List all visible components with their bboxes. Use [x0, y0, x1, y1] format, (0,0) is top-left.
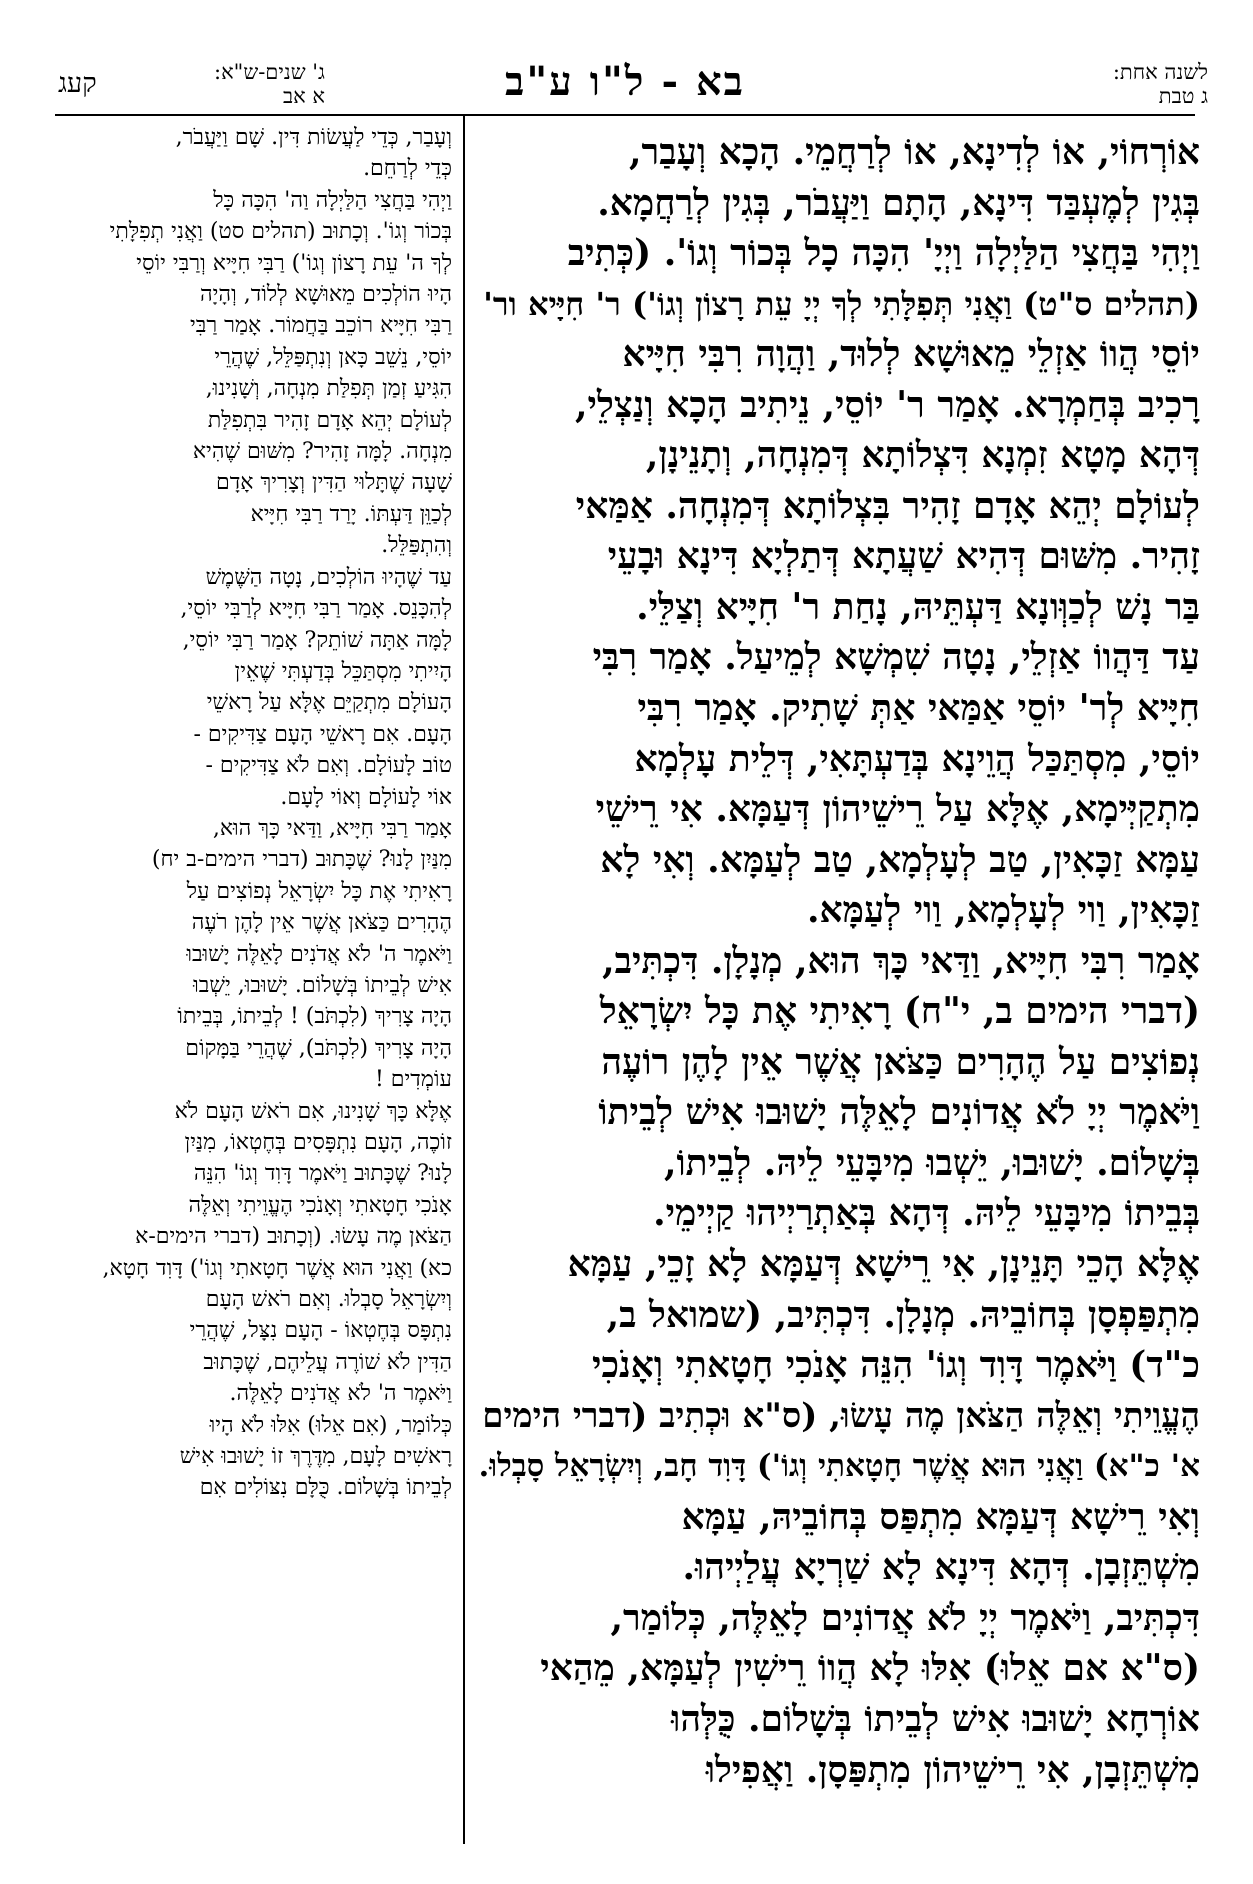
translation-line: וַיְהִי בַּחֲצִי הַלַּיְלָה וַה' הִכָּה כָּל — [213, 187, 452, 213]
translation-line: מִנַּיִן לָנוּ? שֶׁכָּתוּב (דברי הימים-ב יח) — [151, 847, 452, 873]
translation-line: הֶהָרִים כַּצֹּאן אֲשֶׁר אֵין לָהֶן רֹעֶה — [191, 910, 452, 936]
main-text-line: וַיֹּאמֶר יְיָ לֹא אֲדוֹנִים לָאֵלֶּה יָשׁוּבוּ אִישׁ לְבֵיתוֹ — [598, 1091, 1200, 1134]
header-right-line: ג טבת — [1158, 84, 1208, 108]
main-text-line: וְאִי רֵישָׁא דְּעַמָּא מִתְפַּס בְּחוֹבֵיהּ, עַמָּא — [681, 1495, 1200, 1538]
translation-line: לְהִכָּנֵס. אָמַר רַבִּי חִיָּיא לְרַבִּי יוֹסֵי, — [180, 596, 452, 622]
translation-line: וְיִשְׂרָאֵל סָבְלוּ. וְאִם רֹאשׁ הָעָם — [205, 1287, 452, 1313]
translation-line: רָאשִׁים לָעָם, מִדֶּרֶךְ זוֹ יָשׁוּבוּ אִישׁ — [179, 1444, 452, 1470]
translation-line: אוֹי לָעוֹלָם וְאוֹי לָעָם. — [280, 784, 452, 810]
main-text-line: אֶלָּא הָכֵי תָּנֵינָן, אִי רֵישָׁא דְּעַמָּא לָא זָכֵי, עַמָּא — [567, 1243, 1200, 1286]
main-text-line: (דברי הימים ב, י"ח) רָאִיתִי אֶת כָּל יִשְׂרָאֵל — [599, 990, 1200, 1033]
page-number: קעג — [58, 68, 97, 99]
translation-line: לְעוֹלָם יְהֵא אָדָם זָהִיר בִּתְפִלַּת — [207, 407, 452, 433]
main-text-line: (תהלים ס"ט) וַאֲנִי תְּפִלָּתִי לְךָ יְיָ עֵת רָצוֹן וְגוֹ') ר' חִיָּיא ור' — [483, 284, 1200, 323]
translation-line: אָנֹכִי חָטָאתִי וְאָנֹכִי הֶעֱוֵיתִי וְאֵלֶּה — [188, 1192, 452, 1218]
translation-line: וְעָבַר, כְּדֵי לַעֲשׂוֹת דִּין. שָׁם וַיַּעֲבֹר, — [175, 125, 452, 150]
translation-line: הָעָם. אִם רָאשֵׁי הָעָם צַדִּיקִים - — [193, 721, 452, 747]
main-text-line: מִתְפַּפְסָן בְּחוֹבֵיהּ. מְנָלָן. דִּכְתִּיב, (שמואל ב, — [606, 1293, 1200, 1336]
translation-line: וַיֹּאמֶר ה' לֹא אֲדֹנִים לָאֵלֶּה יָשׁוּבוּ — [186, 941, 452, 967]
translation-line: לָנוּ? שֶׁכָּתוּב וַיֹּאמֶר דָּוִד וְגוֹ' הִנֵּה — [193, 1161, 452, 1187]
main-text-line: זַכָּאִין, וַוי לְעָלְמָא, וַוי לְעַמָּא. — [807, 889, 1200, 932]
translation-line: הָיָה צָרִיךְ (לִכְתֹּב) ! לְבֵיתוֹ, בְּבֵיתוֹ — [177, 1004, 452, 1030]
translation-line: הַצֹּאן מֶה עָשׂוּ. (וְכָתוּב (דברי הימים-א — [135, 1224, 452, 1250]
translation-line: אֶלָּא כָּךְ שָׁנִינוּ, אִם רֹאשׁ הָעָם לֹא — [174, 1098, 452, 1124]
main-text-line: יוֹסֵי, מִסְתַּכַּל הֲוֵינָא בְּדַעְתָּאִי, דְּלֵית עָלְמָא — [634, 737, 1200, 780]
main-text-line: חִיָּיא לְר' יוֹסֵי אַמַּאי אַתְּ שָׁתִיק. אָמַר רִבִּי — [637, 687, 1200, 730]
main-text-line: הֶעֱוֵיתִי וְאֵלֶּה הַצֹּאן מֶה עָשׂוּ, (ס"א וּכְתִיב (דברי הימים — [482, 1395, 1200, 1436]
main-text-line: בַּר נָשׁ לְכַוְּונָא דַּעְתֵּיהּ, נָחַת ר' חִיָּיא וְצַלֵּי. — [636, 585, 1200, 628]
main-text-line: עַמָּא זַכָּאִין, טַב לְעָלְמָא, טַב לְעַמָּא. וְאִי לָא — [600, 838, 1200, 881]
page-title: בא - ל"ו ע"ב — [505, 58, 745, 105]
main-text-line: (ס"א אם אֵלוּ) אִלּוּ לָא הֲווֹ רֵישִׁין לְעַמָּא, מֵהַאי — [540, 1647, 1200, 1690]
main-text-column — [478, 127, 1200, 1795]
header-left-line: א אב — [283, 84, 325, 108]
translation-line: הָיוּ הוֹלְכִים מֵאוּשָׁא לְלוֹד, וְהָיָה — [200, 282, 452, 308]
header-right-line: לשנה אחת: — [1112, 60, 1208, 84]
translation-line: עַד שֶׁהָיוּ הוֹלְכִים, נָטָה הַשֶּׁמֶשׁ — [205, 564, 452, 590]
translation-line: אִישׁ לְבֵיתוֹ בְּשָׁלוֹם. יָשׁוּבוּ, יֵשְׁבוּ — [193, 972, 452, 998]
translation-line: הָעוֹלָם מִתְקַיֵּם אֶלָּא עַל רָאשֵׁי — [206, 690, 452, 716]
main-text-line: אוֹרְחוֹי, אוֹ לְדִינָא, אוֹ לְרַחֲמֵי. הָכָא וְעָבַר, — [628, 131, 1200, 173]
translation-line: לְךָ ה' עֵת רָצוֹן וְגוֹ') רַבִּי חִיָּיא וְרַבִּי יוֹסֵי — [136, 250, 452, 276]
translation-line: עוֹמְדִים ! — [374, 1067, 452, 1093]
column-divider — [463, 114, 465, 1844]
translation-line: הִגִּיעַ זְמַן תְּפִלַּת מִנְחָה, וְשָׁנִינוּ, — [205, 376, 452, 402]
main-text-line: בְּגִין לְמֶעְבַּד דִּינָא, הָתָם וַיַּעֲבֹר, בְּגִין לְרַחֲמָא. — [597, 181, 1200, 224]
translation-line: רָאִיתִי אֶת כָּל יִשְׂרָאֵל נְפוֹצִים עַל — [186, 878, 452, 904]
translation-line: אָמַר רַבִּי חִיָּיא, וַדַּאי כָּךְ הוּא, — [212, 815, 452, 841]
header-left — [150, 60, 325, 108]
main-text-line: עַד דַּהֲווֹ אַזְלֵי, נָטָה שִׁמְשָׁא לְמֵיעַל. אָמַר רִבִּי — [592, 636, 1200, 679]
translation-line: כְּלוֹמַר, (אִם אֵלוּ) אִלּוּ לֹא הָיוּ — [209, 1412, 452, 1438]
main-text-line: מִתְקַיְּימָא, אֶלָּא עַל רֵישֵׁיהוֹן דְּעַמָּא. אִי רֵישֵׁי — [595, 788, 1200, 831]
translation-line: מִנְחָה. לָמָּה זָהִיר? מִשּׁוּם שֶׁהִיא — [192, 439, 452, 465]
translation-line: הַדִּין לֹא שׁוֹרֶה עֲלֵיהֶם, שֶׁכָּתוּב — [203, 1349, 452, 1375]
main-text-line: בְּבֵיתוֹ מִיבָּעֵי לֵיהּ. דְּהָא בְּאַתְרַיְיהוּ קַיְימֵי. — [653, 1192, 1200, 1235]
main-text-line: אָמַר רִבִּי חִיָּיא, וַדַּאי כָּךְ הוּא, מְנָלָן. דִּכְתִּיב, — [602, 939, 1200, 982]
translation-line: בְּכוֹר וְגוֹ'. וְכָתוּב (תהלים סט) וַאֲנִי תְפִלָּתִי — [109, 219, 452, 245]
main-text-line: דִּכְתִּיב, וַיֹּאמֶר יְיָ לֹא אֲדוֹנִים לָאֵלֶּה, כְּלוֹמַר, — [610, 1596, 1200, 1639]
translation-line: הָיָה צָרִיךְ (לִכְתֹּב), שֶׁהֲרֵי בַּמָּקוֹם — [185, 1035, 452, 1061]
main-text-line: יוֹסֵי הֲווֹ אַזְלֵי מֵאוּשָׁא לְלוּד, וַהֲוָה רִבִּי חִיָּיא — [622, 333, 1200, 376]
translation-line: טוֹב לָעוֹלָם. וְאִם לֹא צַדִּיקִים - — [205, 753, 452, 779]
main-text-line: בְּשָׁלוֹם. יָשׁוּבוּ, יֵשְׁבוּ מִיבָּעֵי לֵיהּ. לְבֵיתוֹ, — [663, 1141, 1200, 1184]
translation-line: נִתְפָּס בְּחֶטְאוֹ - הָעָם נִצָּל, שֶׁהֲרֵי — [189, 1318, 452, 1344]
translation-line: וְהִתְפַּלֵּל. — [381, 533, 452, 559]
main-text-line: מִשְׁתֵּזְבָן. דְּהָא דִּינָא לָא שַׁרְיָא עֲלַיְיהוּ. — [682, 1546, 1200, 1589]
header-divider — [55, 114, 1195, 116]
translation-line: כא) וַאֲנִי הוּא אֲשֶׁר חָטָאתִי וְגוֹ') דָּוִד חָטָא, — [102, 1255, 452, 1281]
translation-line: רַבִּי חִיָּיא רוֹכֵב בַּחֲמוֹר. אָמַר רַבִּי — [189, 313, 452, 339]
main-text-line: לְעוֹלָם יְהֵא אָדָם זָהִיר בִּצְלוֹתָא דְּמִנְחָה. אַמַּאי — [575, 484, 1200, 527]
translation-line: לְבֵיתוֹ בְּשָׁלוֹם. כֻּלָּם נִצּוֹלִים אִם — [199, 1475, 452, 1501]
translation-line: כְּדֵי לְרַחֵם. — [363, 156, 452, 182]
translation-line: לָמָּה אַתָּה שׁוֹתֵק? אָמַר רַבִּי יוֹסֵי, — [182, 627, 452, 653]
main-text-line: א' כ"א) וַאֲנִי הוּא אֲשֶׁר חָטָאתִי וְגוֹ') דָּוִד חָב, וְיִשְׂרָאֵל סָבְלוּ. — [478, 1448, 1200, 1485]
main-text-line: וַיְהִי בַּחֲצִי הַלַּיְלָה וַיְיָ' הִכָּה כָל בְּכוֹר וְגוֹ'. (כְּתִיב — [567, 232, 1200, 275]
translation-line: זוֹכֶה, הָעָם נִתְפָּסִים בְּחֶטְאוֹ, מִנַּיִן — [184, 1130, 452, 1155]
main-text-line: דְּהָא מָטָא זִמְנָא דִּצְלוֹתָא דְּמִנְחָה, וְתָנֵינָן, — [645, 434, 1200, 477]
main-text-line: אוֹרְחָא יָשׁוּבוּ אִישׁ לְבֵיתוֹ בְּשָׁלוֹם. כֻּלְּהוּ — [671, 1697, 1200, 1740]
translation-line: וַיֹּאמֶר ה' לֹא אֲדֹנִים לָאֵלֶּה. — [229, 1381, 452, 1407]
translation-line: לְכַוֵּן דַּעְתּוֹ. יָרַד רַבִּי חִיָּיא — [250, 501, 452, 527]
main-text-line: נְפוֹצִים עַל הֶהָרִים כַּצֹּאן אֲשֶׁר אֵין לָהֶן רוֹעֶה — [601, 1040, 1200, 1083]
main-text-line: כ"ד) וַיֹּאמֶר דָּוִד וְגוֹ' הִנֵּה אָנֹכִי חָטָאתִי וְאָנֹכִי — [592, 1344, 1200, 1387]
main-text-line: רָכִיב בְּחַמְרָא. אָמַר ר' יוֹסֵי, נֵיתִיב הָכָא וְנַצְלֵי, — [575, 383, 1200, 426]
main-text-line: מִשְׁתֵּזְבָן, אִי רֵישֵׁיהוֹן מִתְפַּסָן. וַאֲפִילוּ — [705, 1748, 1200, 1791]
translation-column — [57, 122, 452, 1504]
header-left-line: ג' שנים-ש"א: — [214, 60, 325, 84]
translation-line: יוֹסֵי, נֵשֵׁב כָּאן וְנִתְפַּלֵּל, שֶׁהֲרֵי — [214, 344, 452, 370]
translation-line: שָׁעָה שֶׁתָּלוּי הַדִּין וְצָרִיךְ אָדָם — [216, 470, 452, 496]
header-right — [1048, 60, 1208, 108]
translation-line: הָיִיתִי מִסְתַּכֵּל בְּדַעְתִּי שֶׁאֵין — [234, 658, 452, 684]
main-text-line: זָהִיר. מִשּׁוּם דְּהִיא שַׁעֲתָא דְּתַלְיָא דִּינָא וּבָעֵי — [607, 535, 1200, 578]
